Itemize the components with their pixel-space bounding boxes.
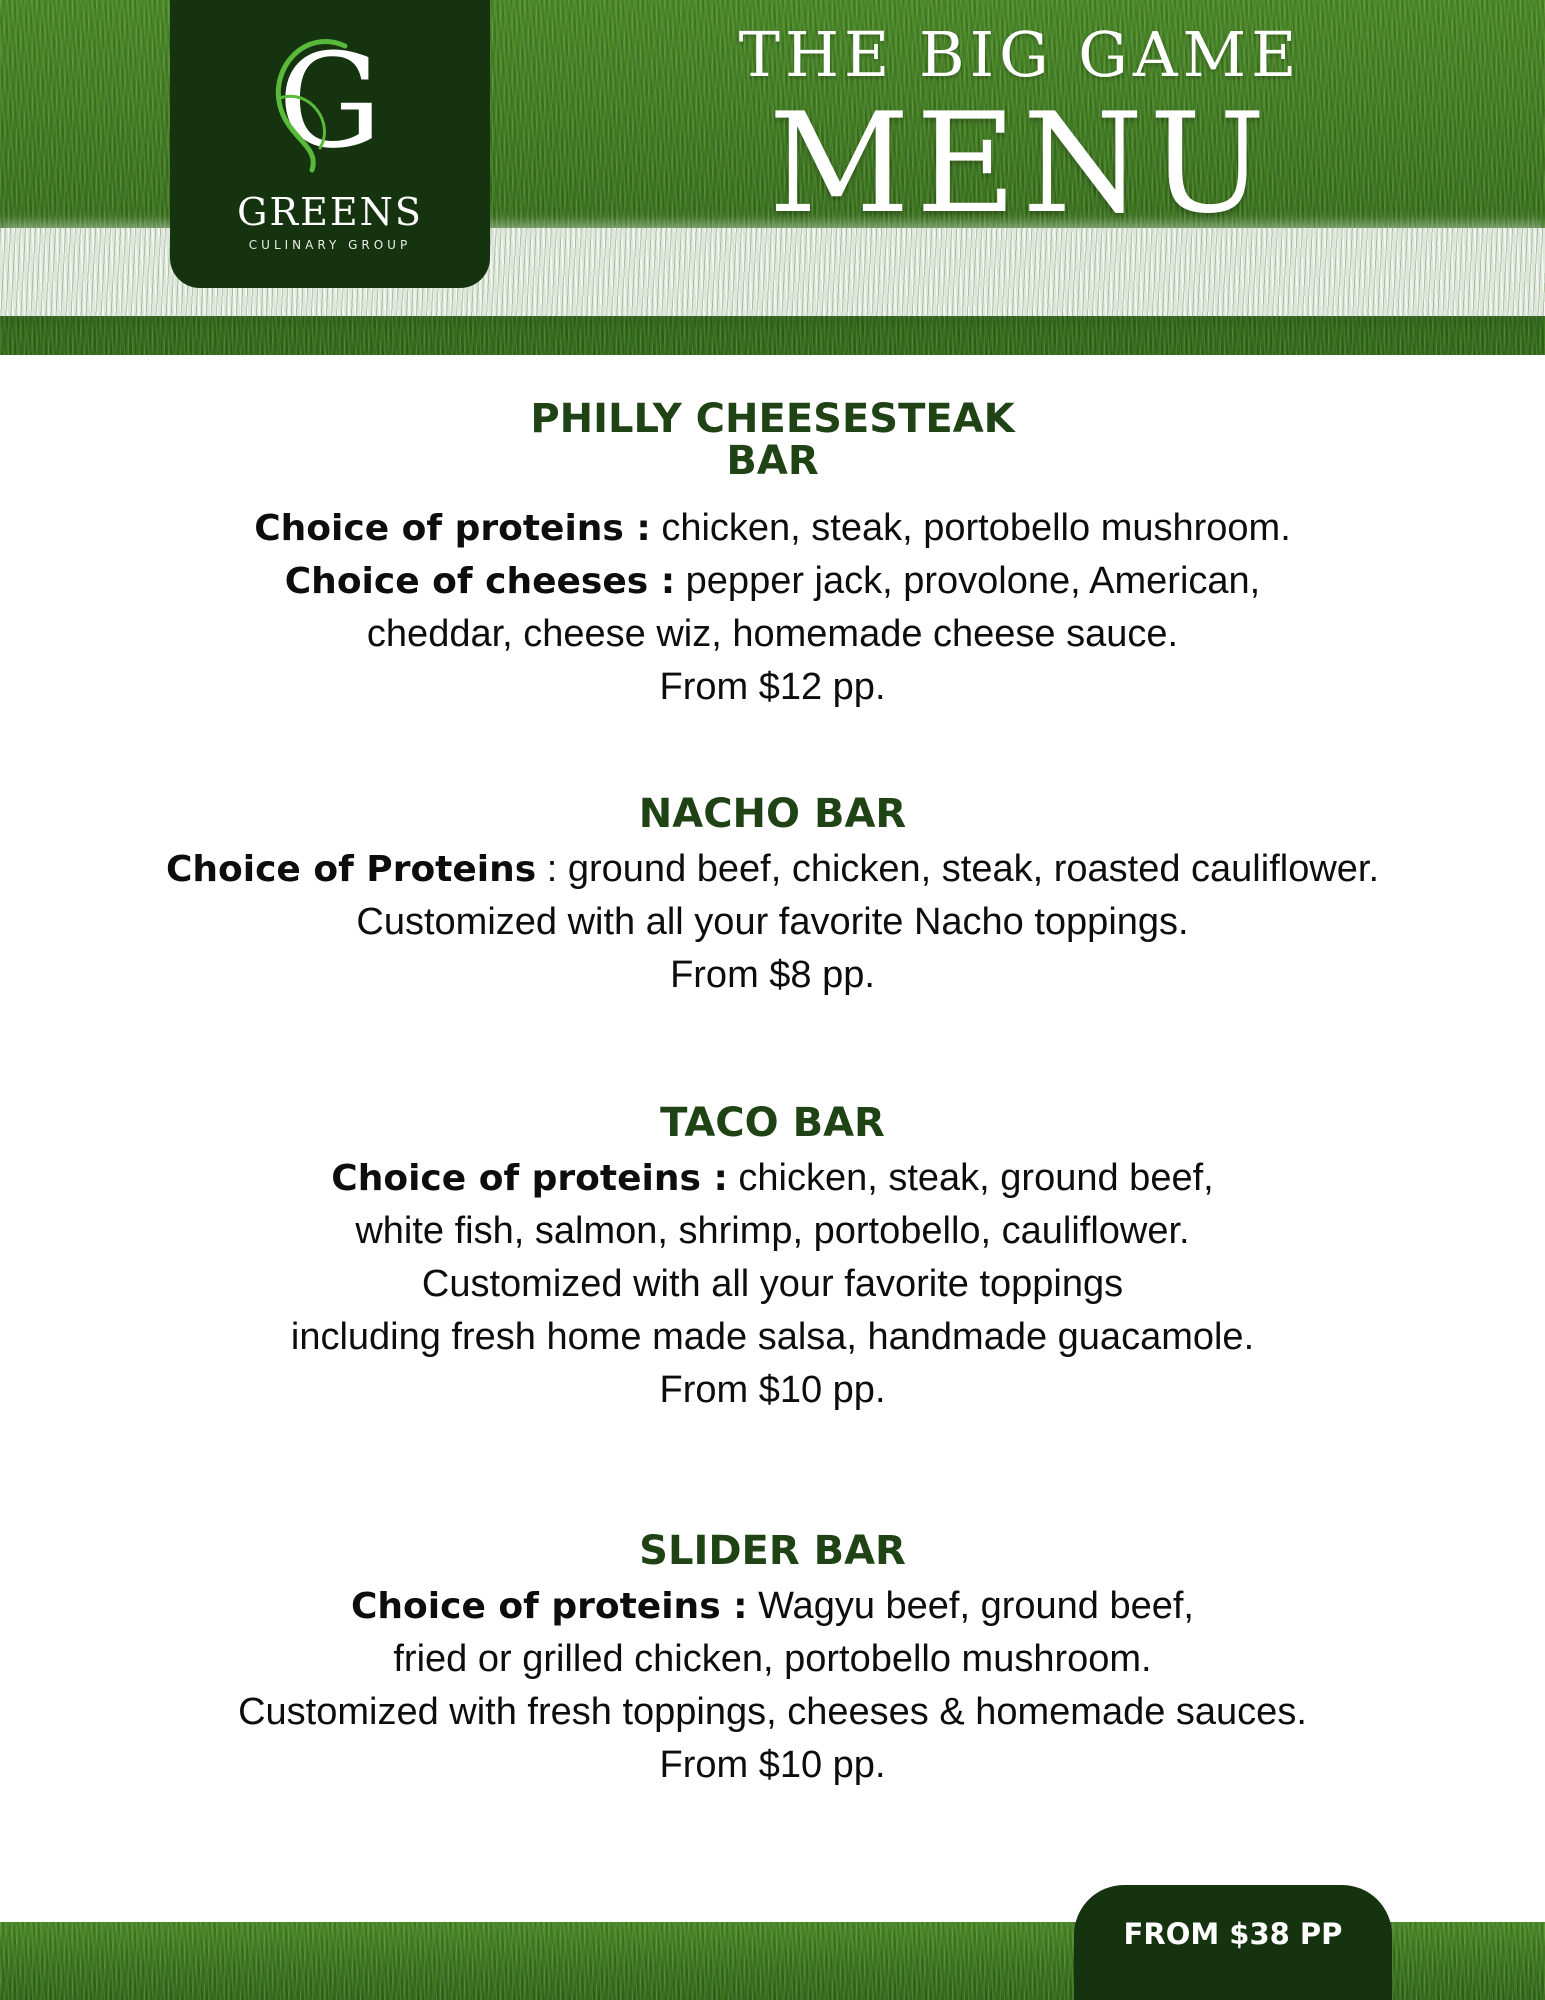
- page-title-top: THE BIG GAME: [738, 18, 1302, 91]
- price-badge: [1074, 1885, 1392, 2000]
- section-title: PHILLY CHEESESTEAK: [530, 396, 1015, 442]
- menu-line: Choice of cheeses : pepper jack, provolone, American,: [284, 560, 1261, 602]
- menu-line: Choice of proteins : Wagyu beef, ground beef,: [351, 1585, 1194, 1627]
- menu-price: From $10 pp.: [659, 1369, 886, 1411]
- menu-section-slider: [0, 1530, 1545, 1792]
- section-title: BAR: [726, 438, 819, 484]
- menu-line: including fresh home made salsa, handmade guacamole.: [290, 1316, 1255, 1358]
- section-title: TACO BAR: [660, 1100, 885, 1146]
- logo-monogram: G: [278, 28, 382, 177]
- price-badge-text: FROM $38 PP: [1123, 1917, 1343, 1951]
- menu-line: Choice of proteins : chicken, steak, portobello mushroom.: [254, 507, 1291, 549]
- menu-price: From $10 pp.: [659, 1744, 886, 1786]
- menu-line: cheddar, cheese wiz, homemade cheese sauce.: [366, 613, 1179, 655]
- menu-line: Choice of Proteins : ground beef, chicken, steak, roasted cauliflower.: [165, 848, 1380, 890]
- logo-monogram-icon: [250, 28, 410, 178]
- menu-line: fried or grilled chicken, portobello mushroom.: [393, 1638, 1152, 1680]
- menu-line: Customized with fresh toppings, cheeses & homemade sauces.: [238, 1691, 1307, 1733]
- logo: [170, 0, 490, 288]
- section-title: SLIDER BAR: [639, 1528, 906, 1574]
- menu-section-taco: [0, 1102, 1545, 1417]
- section-title: NACHO BAR: [638, 791, 907, 837]
- menu-line: Customized with all your favorite toppings: [421, 1263, 1124, 1305]
- menu-price: From $8 pp.: [670, 954, 875, 996]
- menu-price: From $12 pp.: [659, 666, 886, 708]
- menu-section-nacho: [0, 793, 1545, 1002]
- menu-line: white fish, salmon, shrimp, portobello, cauliflower.: [355, 1210, 1190, 1252]
- logo-subtitle: CULINARY GROUP: [248, 238, 412, 252]
- logo-name: GREENS: [237, 190, 423, 234]
- page-title: MENU: [768, 83, 1272, 244]
- menu-section-philly: [0, 398, 1545, 714]
- menu-line: Customized with all your favorite Nacho toppings.: [356, 901, 1189, 943]
- menu-line: Choice of proteins : chicken, steak, ground beef,: [331, 1157, 1214, 1199]
